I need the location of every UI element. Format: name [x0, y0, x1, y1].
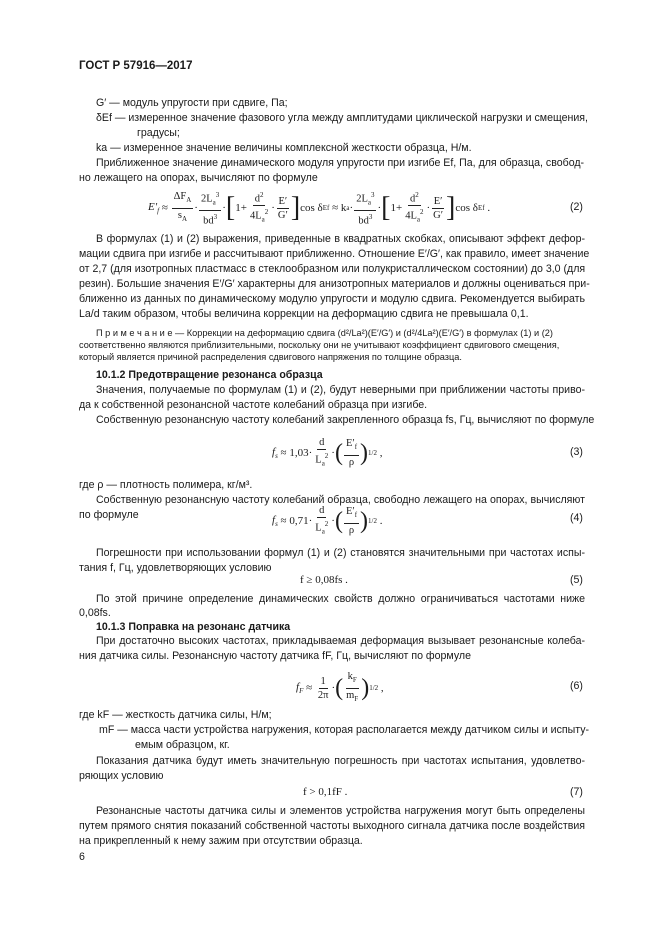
formula-2: $E'_f$ ≈ $\frac{\Delta F_A}{s_A}$ · $\frac{2L_a^3}{bd^3}$ · [ 1+ $\frac{d^2}{4L_a^2}$ · $\frac{E'}{G'}$ ] cos δ Ef ≈ k a · $\frac{2L_a^3}{bd^3}$ · [ 1+ $\frac{d^2}{4L_a^2}$ · $\frac{E'}{G'}$ ] cos δ Ef .	[148, 190, 491, 227]
paragraph-line: ряющих условию	[79, 770, 164, 782]
paragraph-line: от 2,7 (для изотропных пластмасс в стеклообразном или полукристаллическом состоянии) до 3,0 (для	[79, 263, 586, 275]
formula-4: $f_s$ ≈ 0,71 · $\frac{d}{L_a^2}$ · ( $\frac{E'_f}{\rho}$ ) 1/2 .	[272, 504, 383, 536]
paragraph-line: тания f, Гц, удовлетворяющих условию	[79, 562, 272, 574]
paragraph-line: на прикрепленный к нему зажим при отсутствии образца.	[79, 835, 363, 847]
paragraph-line: Приближенное значение динамического модуля упругости при изгибе Ef, Па, для образца, свобод-	[96, 157, 585, 169]
formula-number: (6)	[570, 680, 583, 692]
paragraph-line: ния датчика силы. Резонансную частоту датчика fF, Гц, вычисляют по формуле	[79, 650, 471, 662]
note-line: соответственно являются приблизительными, поскольку они не учитывают коэффициент сдвигового смещения,	[79, 340, 560, 350]
definition-shear-modulus: G′ — модуль упругости при сдвиге, Па;	[96, 97, 288, 109]
definition-phase-angle-cont: градусы;	[137, 127, 180, 139]
definition-sensor-stiffness: где kF — жесткость датчика силы, Н/м;	[79, 709, 272, 721]
paragraph-line: по формуле	[79, 509, 139, 521]
paragraph-line: да к собственной резонансной частоте колебаний образца при изгибе.	[79, 399, 428, 411]
paragraph-line: La/d таким образом, чтобы величина коррекции на деформацию сдвига не превышала 0,1.	[79, 308, 529, 320]
formula-7: f > 0,1fF .	[303, 786, 348, 798]
formula-number: (7)	[570, 786, 583, 798]
formula-6: $f_F$ ≈ $\frac{1}{2\pi}$ · ( $\frac{k_F}{m_F}$ ) 1/2 ,	[296, 671, 384, 703]
document-header: ГОСТ Р 57916—2017	[79, 60, 193, 72]
note-line: П р и м е ч а н и е — Коррекции на деформацию сдвига (d²/La²)(E′/G′) и (d²/4La²)(E′/G′) в формулах (1) и (2)	[96, 328, 553, 338]
paragraph-line: Показания датчика будут иметь значительную погрешность при частотах испытания, удовлетво-	[96, 755, 585, 767]
definition-phase-angle: δEf — измеренное значение фазового угла между амплитудами циклической нагрузки и смещения,	[96, 112, 588, 124]
paragraph-line: Погрешности при использовании формул (1) и (2) становятся значительными при частотах испы-	[96, 547, 585, 559]
paragraph-line: Резонансные частоты датчика силы и элементов устройства нагружения могут быть определены	[96, 805, 585, 817]
paragraph-line: мации сдвига при изгибе и рассчитывают приближенно. Отношение E′/G′, как правило, имеет значение	[79, 248, 590, 260]
paragraph-line: но лежащего на опорах, вычисляют по формуле	[79, 172, 318, 184]
formula-number: (5)	[570, 574, 583, 586]
page-number: 6	[79, 851, 85, 863]
paragraph-line: 0,08fs.	[79, 607, 111, 619]
paragraph-line: При достаточно высоких частотах, прикладываемая деформация вызывает резонансные колеба-	[96, 635, 585, 647]
definition-stiffness: ka — измеренное значение величины комплексной жесткости образца, Н/м.	[96, 142, 472, 154]
paragraph-line: ближенно из данных по динамическому модулю упругости и модулю сдвига. Рекомендуется выбирать	[79, 293, 585, 305]
paragraph-line: путем прямого снятия показаний собственной частоты выходного сигнала датчика после воздействия	[79, 820, 585, 832]
paragraph-line: По этой причине определение динамических свойств должно ограничиваться частотами ниже	[96, 593, 585, 605]
formula-5: f ≥ 0,08fs .	[300, 574, 348, 586]
paragraph-line: резин). Большие значения E′/G′ характерны для анизотропных материалов и должны оцениваться при-	[79, 278, 590, 290]
note-line: который является причиной распределения сдвигового напряжения по толщине образца.	[79, 352, 462, 362]
paragraph-line: Значения, получаемые по формулам (1) и (2), будут неверными при приближении частоты приво-	[96, 384, 585, 396]
formula-number: (2)	[570, 201, 583, 213]
section-heading: 10.1.2 Предотвращение резонанса образца	[96, 369, 323, 381]
definition-mass-cont: емым образцом, кг.	[135, 739, 230, 751]
paragraph-line: Собственную резонансную частоту колебаний образца, свободно лежащего на опорах, вычисляют	[96, 494, 585, 506]
paragraph-line: Собственную резонансную частоту колебаний закрепленного образца fs, Гц, вычисляют по формуле	[96, 414, 595, 426]
formula-number: (3)	[570, 446, 583, 458]
section-heading: 10.1.3 Поправка на резонанс датчика	[96, 621, 291, 633]
definition-mass: mF — масса части устройства нагружения, которая располагается между датчиком силы и испыту-	[99, 724, 590, 736]
formula-number: (4)	[570, 512, 583, 524]
definition-density: где ρ — плотность полимера, кг/м³.	[79, 479, 253, 491]
paragraph-line: В формулах (1) и (2) выражения, приведенные в квадратных скобках, описывают эффект дефор-	[96, 233, 585, 245]
formula-3: $f_s$ ≈ 1,03 · $\frac{d}{L_a^2}$ · ( $\frac{E'_f}{\rho}$ ) 1/2 ,	[272, 436, 383, 468]
